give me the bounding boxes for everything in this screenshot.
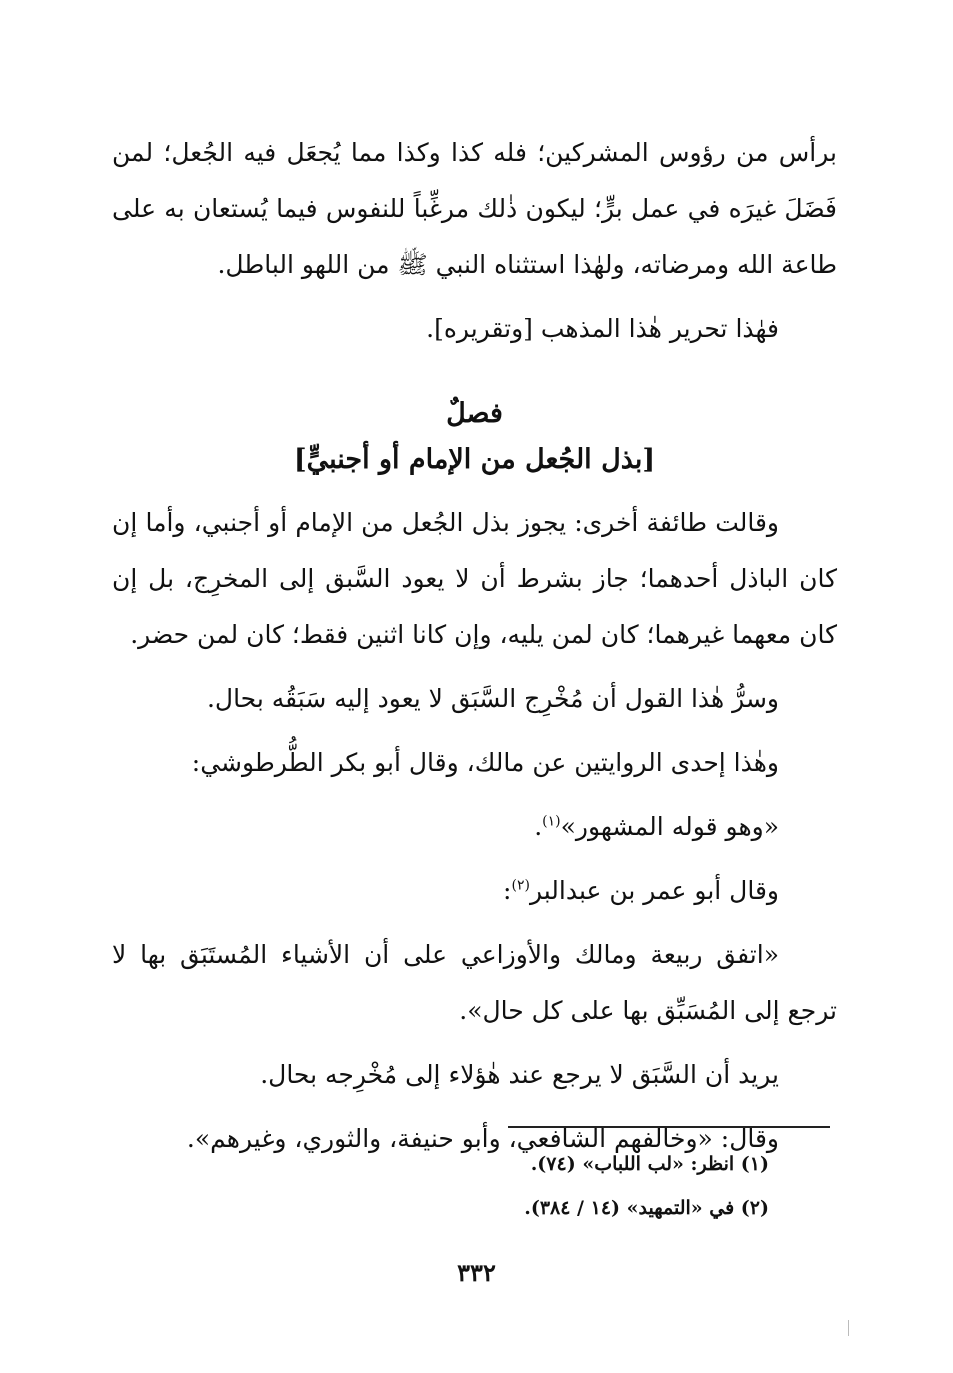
- footnote-divider: [508, 1126, 830, 1128]
- punctuation: .: [534, 812, 543, 841]
- punctuation: :: [503, 876, 512, 905]
- footnotes: [112, 1142, 837, 1230]
- page-body: [112, 125, 837, 1175]
- section-title: فصلٌ: [446, 398, 503, 429]
- footnote-1: (١) انظر: «لب اللباب» (٧٤).: [530, 1153, 769, 1175]
- attribution-text: وقال أبو عمر بن عبدالبر: [529, 876, 779, 905]
- paragraph-ibn-abdulbarr: [112, 863, 837, 919]
- paragraph-quote-2: «اتفق ربيعة ومالك والأوزاعي على أن الأشياء المُستَبَق بها لا ترجع إلى المُسَبِّق بها على كل حال».: [112, 940, 837, 1025]
- page-number: ٣٣٢: [457, 1258, 496, 1287]
- footnote-2: (٢) في «التمهيد» (١٤ / ٣٨٤).: [524, 1197, 769, 1219]
- scan-edge-mark: [848, 1320, 849, 1336]
- paragraph-reason: وسرُّ هٰذا القول أن مُخْرِج السَّبَق لا يعود إليه سَبَقُه بحال.: [206, 684, 779, 713]
- paragraph-second-opinion: وقالت طائفة أخرى: يجوز بذل الجُعل من الإمام أو أجنبي، وأما إن كان الباذل أحدهما؛ جاز بشرط أن لا يعود السَّبق إلى المخرِج، بل إن كان معهما غيرهما؛ كان لمن يليه، وإن كانا اثنين فقط؛ كان لمن حضر.: [112, 508, 837, 649]
- footnote-ref-2: (٢): [511, 877, 530, 894]
- paragraph-malik: وهٰذا إحدى الروايتين عن مالك، وقال أبو بكر الطُّرطوشي:: [191, 748, 779, 777]
- section-subtitle: [بذل الجُعل من الإمام أو أجنبيٍّ]: [293, 444, 656, 475]
- paragraph-dissent: وقال: «وخالفهم الشافعي، وأبو حنيفة، والثوري، وغيرهم».: [186, 1124, 779, 1153]
- paragraph-explanation: يريد أن السَّبَق لا يرجع عند هٰؤلاء إلى مُخْرِجه بحال.: [260, 1060, 779, 1089]
- paragraph-quote-1: [112, 799, 837, 855]
- paragraph-intro: برأس من رؤوس المشركين؛ فله كذا وكذا مما يُجعَل فيه الجُعل؛ لمن فَضَلَ غيرَه في عمل برٍّ؛ ليكون ذٰلك مرغِّباً للنفوس فيما يُستعان به على طاعة الله ومرضاته، ولهٰذا استثناه النبي ﷺ من اللهو الباطل.: [112, 138, 837, 279]
- footnote-ref-1: (١): [542, 813, 561, 830]
- paragraph-summary: فهٰذا تحرير هٰذا المذهب [وتقريره].: [426, 314, 779, 343]
- quote-text: «وهو قوله المشهور»: [560, 812, 779, 841]
